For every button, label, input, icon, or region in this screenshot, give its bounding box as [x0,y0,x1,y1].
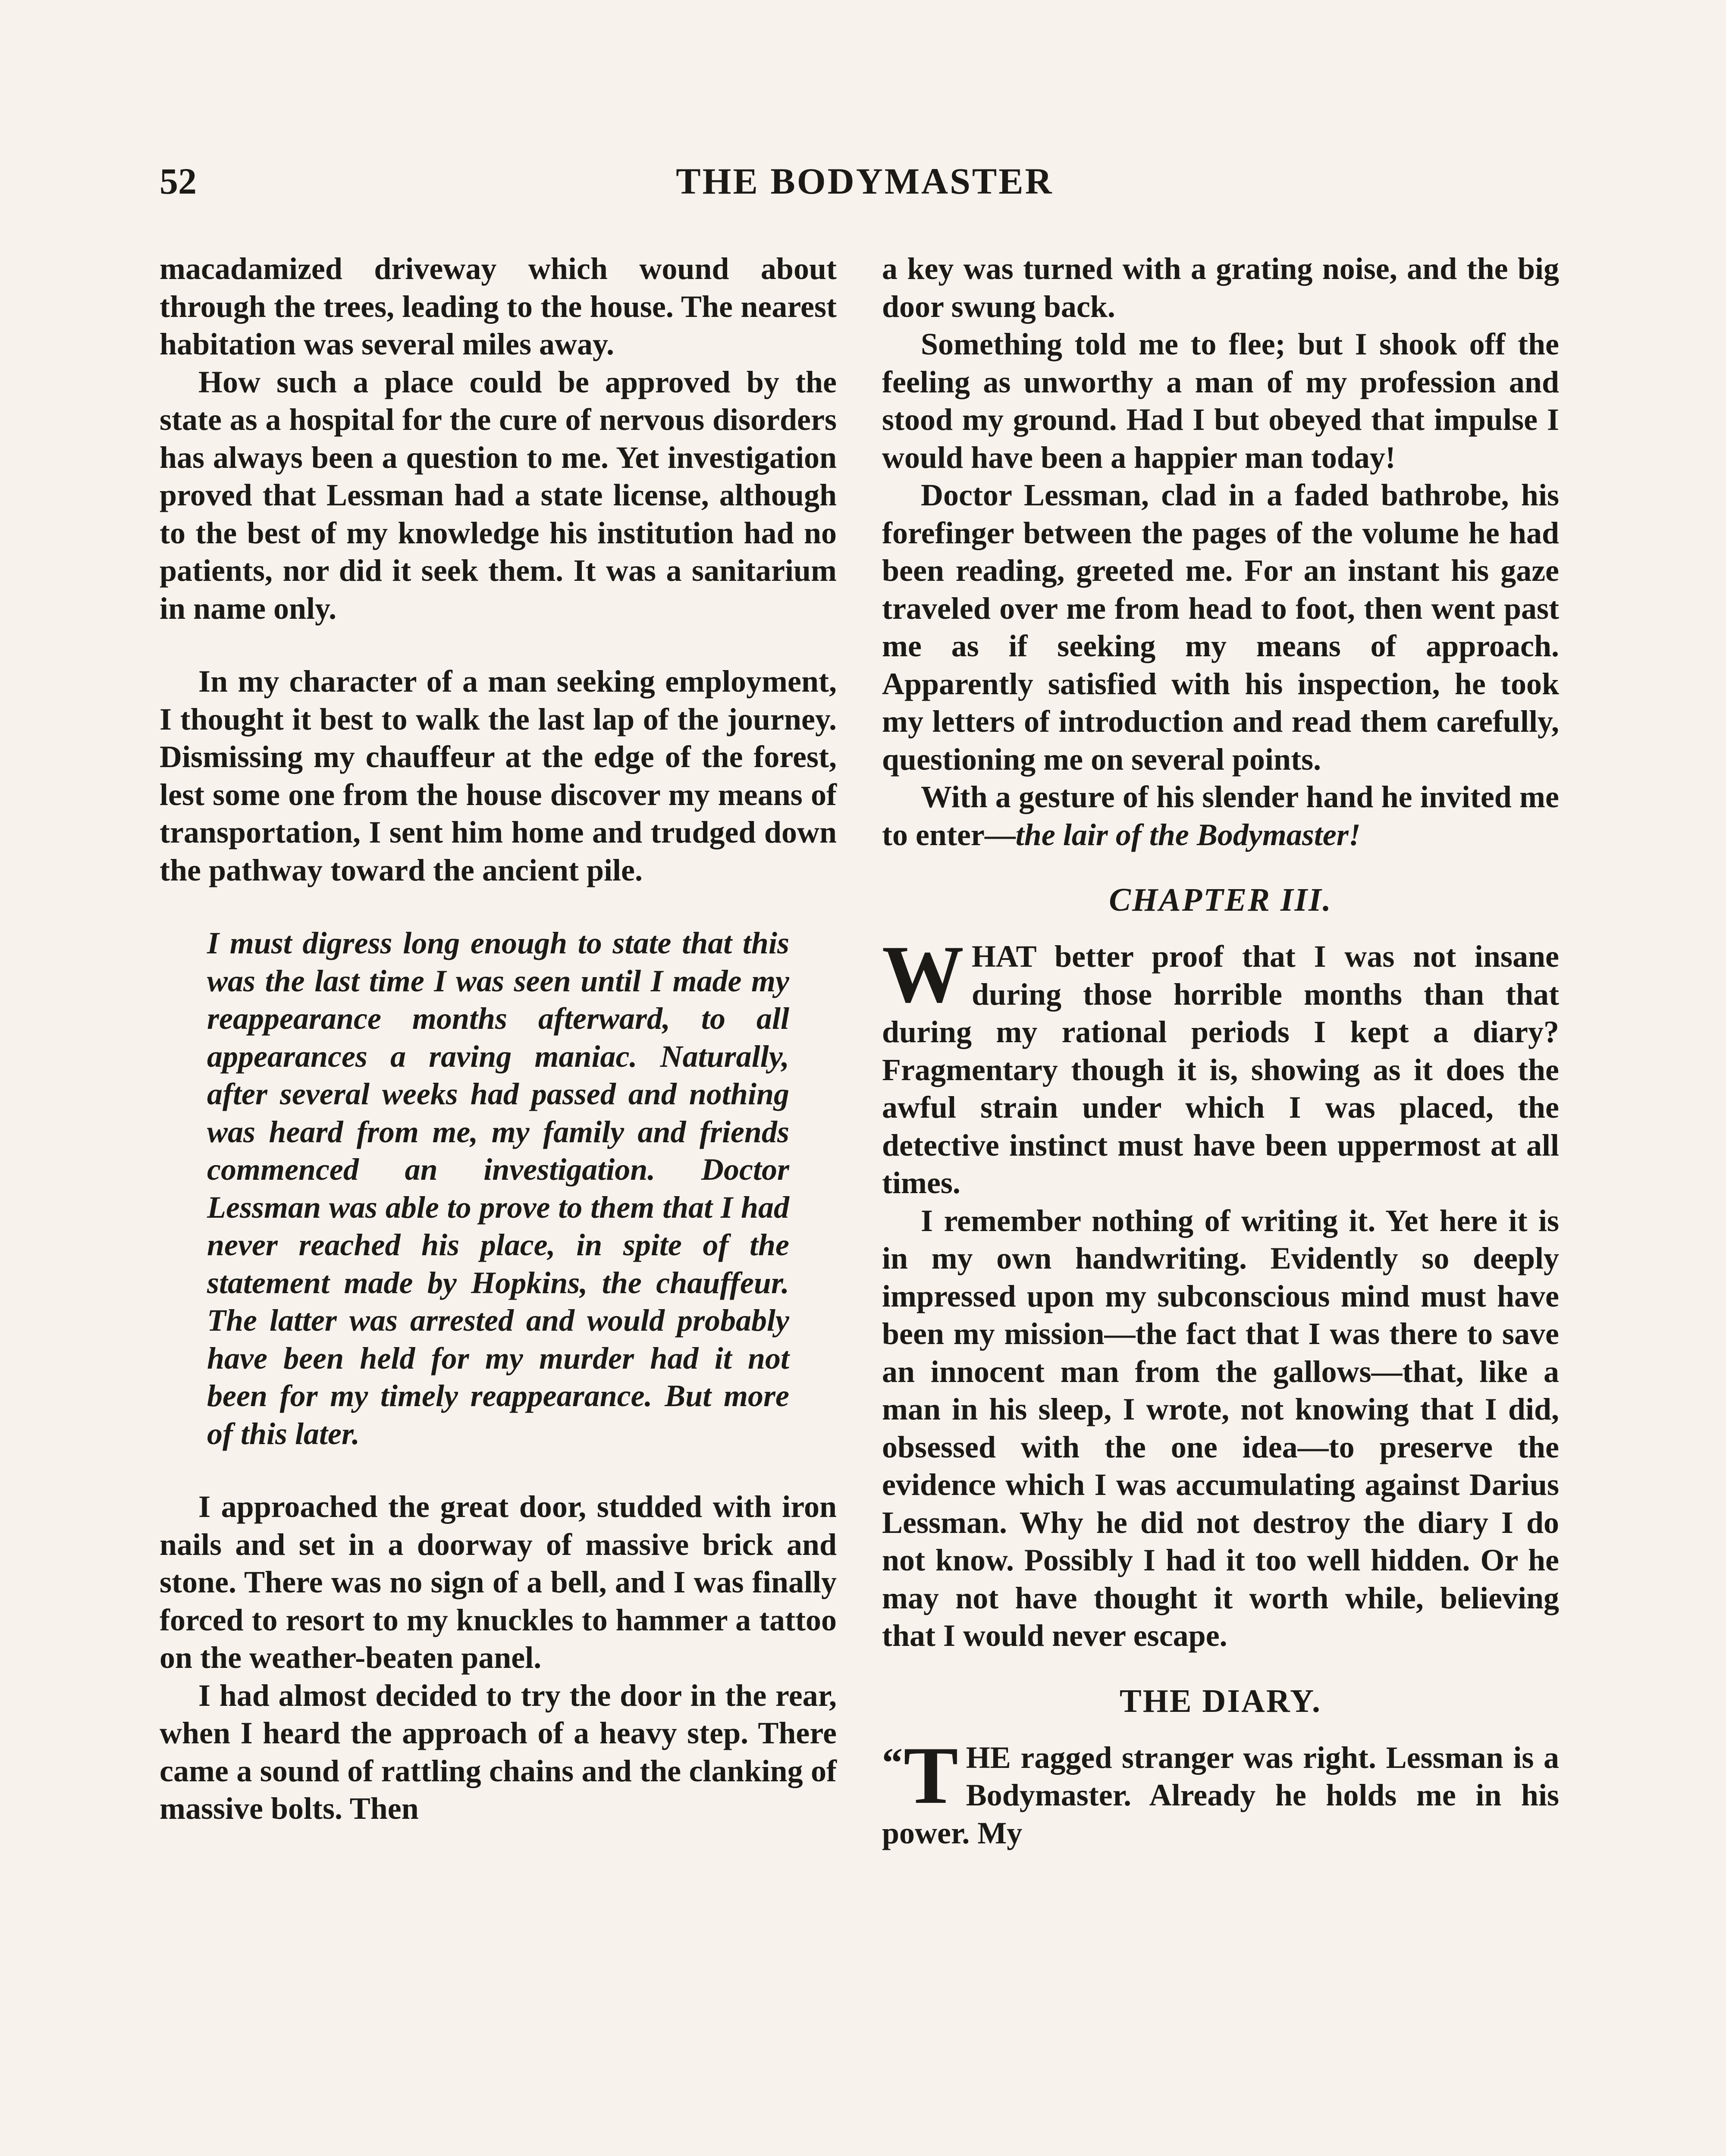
section-heading: THE DIARY. [1120,1683,1321,1719]
paragraph: I approached the great door, studded with iron nails and set in a doorway of massive brick and stone. There was no sign of a bell, and I was finally forced to resort to my knuckles to hammer a tattoo on the weather-beaten panel. [160,1489,837,1675]
italic-aside: I must digress long enough to state that this was the last time I was seen until I made my reappearance months afterward, to all appearances a raving maniac. Naturally, after several weeks had passed and nothing was heard from me, my family and friends commenced an investigation. Doctor Lessman was able to prove to them that I had never reached his place, in spite of the statement made by Hopkins, the chauffeur. The latter was arrested and would probably have been held for my murder had it not been for my timely reappearance. But more of this later. [207,926,789,1451]
paragraph-text: HAT better proof that I was not insane during those horrible months than that during my rational periods I kept a diary? Fragmentary though it is, showing as it does the awful strain under which I was placed, the detective instinct must have been uppermost at all times. [882,939,1559,1200]
page-number: 52 [160,160,197,202]
paragraph: Something told me to flee; but I shook off the feeling as unworthy a man of my profession and stood my ground. Had I but obeyed that impulse I would have been a happier man today! [882,327,1559,475]
paragraph [882,1739,1559,1852]
opening-quote: “ [882,1739,903,1786]
left-column [160,250,837,1828]
paragraph: I remember nothing of writing it. Yet here it is in my own handwriting. Evidently so deeply impressed upon my subconscious mind must have been my mission—the fact that I was there to save an innocent man from the gallows—that, like a man in his sleep, I wrote, not knowing that I did, obsessed with the one idea—to preserve the evidence which I was accumulating against Darius Lessman. Why he did not destroy the diary I do not know. Possibly I had it too well hidden. Or he may not have thought it worth while, believing that I would never escape. [882,1203,1559,1653]
paragraph: I had almost decided to try the door in the rear, when I heard the approach of a heavy step. There came a sound of rattling chains and the clanking of massive bolts. Then [160,1678,837,1826]
running-head: THE BODYMASTER [676,160,1054,202]
paragraph: a key was turned with a grating noise, and the big door swung back. [882,251,1559,324]
page-header [160,160,1570,211]
paragraph-text: With a gesture of his slender hand he invited me to enter— [882,780,1559,852]
paragraph [882,938,1559,1202]
drop-cap: T [904,1739,958,1821]
paragraph: macadamized driveway which wound about through the trees, leading to the house. The nearest habitation was several miles away. [160,251,837,361]
right-column [882,250,1559,1852]
italic-phrase: the lair of the Bodymaster! [1015,817,1361,852]
paragraph [882,778,1559,854]
paragraph: In my character of a man seeking employment, I thought it best to walk the last lap of the journey. Dismissing my chauffeur at the edge of the forest, lest some one from the house discover my means of transportation, I sent him home and trudged down the pathway toward the ancient pile. [160,664,837,887]
paragraph-text: HE ragged stranger was right. Lessman is a Bodymaster. Already he holds me in his power. My [882,1740,1559,1850]
paragraph: How such a place could be approved by the state as a hospital for the cure of nervous disorders has always been a question to me. Yet investigation proved that Lessman had a state license, although to the best of my knowledge his institution had no patients, nor did it seek them. It was a sanitarium in name only. [160,364,837,626]
paragraph: Doctor Lessman, clad in a faded bathrobe, his forefinger between the pages of the volume he had been reading, greeted me. For an instant his gaze traveled over me from head to foot, then went past me as if seeking my means of approach. Apparently satisfied with his inspection, he took my letters of introduction and read them carefully, questioning me on several points. [882,478,1559,777]
chapter-heading: CHAPTER III. [1109,882,1332,918]
drop-cap: W [882,938,964,1020]
